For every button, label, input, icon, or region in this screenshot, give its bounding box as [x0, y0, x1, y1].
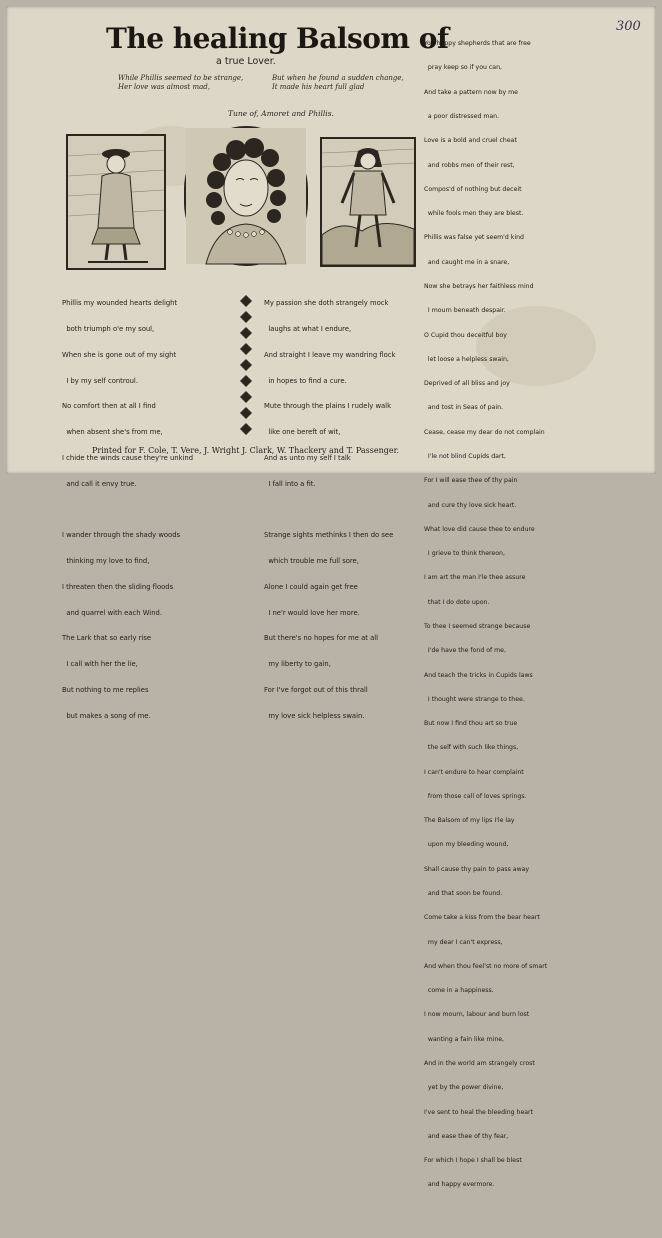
verse-line: You happy shepherds that are free — [424, 40, 531, 48]
verse-line: I call with her the lie, — [62, 660, 138, 669]
verse-line: and happy evermore. — [424, 1181, 495, 1189]
verse-line: my dear I can't express, — [424, 938, 503, 946]
verse-column-right — [424, 24, 547, 1238]
verse-line: Alone I could again get free — [264, 582, 358, 591]
ballad-subtitle: a true Lover. — [216, 56, 276, 67]
verse-line: O Cupid thou deceitful boy — [424, 331, 507, 339]
printer-imprint: Printed for F. Cole, T. Vere, J. Wright J. Clark, W. Thackery and T. Passenger. — [92, 446, 400, 455]
verse-line: And when thou feel'st no more of smart — [424, 962, 548, 970]
verse-line: both triumph o'e my soul, — [62, 324, 155, 333]
folio-number: 300 — [616, 19, 641, 34]
verse-line: And as unto my self I talk — [264, 453, 351, 462]
verse-line: and call it envy true. — [62, 479, 137, 488]
verse-line: But nothing to me replies — [62, 685, 149, 694]
verse-line: For I will ease thee of thy pain — [424, 477, 518, 485]
verse-line: I now mourn, labour and burn lost — [424, 1011, 530, 1019]
verse-line: I wander through the shady woods — [62, 531, 181, 540]
verse-line: And teach the tricks in Cupids laws — [424, 671, 533, 679]
standing-gentleman-woodcut — [66, 134, 166, 270]
verse-line: while fools men they are blest. — [424, 210, 524, 218]
intro-line: While Phillis seemed to be strange, — [118, 74, 244, 82]
broadside-sheet — [6, 6, 656, 1189]
verse-line: My passion she doth strangely mock — [264, 299, 389, 308]
verse-line — [62, 505, 193, 514]
verse-line: No comfort then at all I find — [62, 402, 156, 411]
verse-line: Strange sights methinks I then do see — [264, 531, 394, 540]
verse-line: a poor distressed man. — [424, 113, 500, 121]
verse-line: which trouble me full sore, — [264, 557, 359, 565]
intro-verse-left — [118, 74, 243, 92]
verse-line: like one bereft of wit, — [264, 428, 341, 437]
verse-line: I by my self controul. — [62, 376, 138, 385]
verse-line: and caught me in a snare, — [424, 258, 510, 266]
woodcut-illustration — [186, 128, 306, 264]
verse-line: Shall cause thy pain to pass away — [424, 865, 530, 873]
verse-line: But now I find thou art so true — [424, 720, 518, 728]
verse-line: I ne'r would love her more. — [264, 608, 360, 617]
intro-verse-right — [272, 74, 404, 92]
verse-line: laughs at what I endure, — [264, 324, 352, 333]
gentleman-in-landscape-woodcut — [320, 137, 416, 267]
verse-line: I'de have the fond of me, — [424, 647, 506, 655]
fleuron-ornament — [234, 291, 258, 446]
intro-line: But when he found a sudden change, — [272, 74, 404, 82]
verse-column-left — [62, 282, 193, 737]
verse-line: But there's no hopes for me at all — [264, 634, 379, 643]
verse-line: I am art the man I'le thee assure — [424, 574, 526, 582]
verse-line: The Balsom of my lips I'le lay — [424, 817, 515, 825]
verse-line: upon my bleeding wound, — [424, 841, 509, 849]
verse-line: Love is a bold and cruel cheat — [424, 137, 517, 145]
woodcut-illustration — [68, 136, 164, 268]
verse-line: Come take a kiss from the bear heart — [424, 914, 540, 922]
verse-line: Phillis was false yet seem'd kind — [424, 234, 524, 242]
verse-line: I've sent to heal the bleeding heart — [424, 1108, 534, 1116]
verse-line: in hopes to find a cure. — [264, 376, 347, 385]
verse-line: What love did cause thee to endure — [424, 525, 535, 533]
verse-line: let loose a helpless swain, — [424, 355, 509, 363]
verse-line: I chide the winds cause they're unkind — [62, 453, 194, 462]
verse-line: I'le not blind Cupids dart, — [424, 452, 506, 460]
verse-line: that I do dote upon. — [424, 598, 490, 606]
verse-line: my love sick helpless swain. — [264, 711, 365, 720]
verse-line: Phillis my wounded hearts delight — [62, 299, 178, 308]
verse-line: Mute through the plains I rudely walk — [264, 402, 392, 411]
verse-line: I mourn beneath despair. — [424, 307, 506, 315]
verse-line: thinking my love to find, — [62, 557, 150, 565]
verse-line: and tost in Seas of pain. — [424, 404, 503, 412]
verse-line: pray keep so if you can, — [424, 64, 502, 72]
verse-line: yet by the power divine, — [424, 1084, 504, 1092]
verse-line: and ease thee of thy fear, — [424, 1132, 509, 1140]
verse-line: I threaten then the sliding floods — [62, 582, 174, 591]
verse-line: And straight I leave my wandring flock — [264, 350, 396, 359]
intro-line: Her love was almost mad, — [118, 83, 210, 91]
verse-line: Deprived of all bliss and joy — [424, 380, 510, 388]
woodcut-illustration — [322, 139, 414, 265]
verse-line: and cure thy love sick heart. — [424, 501, 517, 509]
verse-line: when absent she's from me, — [62, 428, 163, 437]
verse-line: and that soon be found. — [424, 890, 503, 898]
verse-line: And take a pattern now by me — [424, 88, 518, 96]
verse-line: Cease, cease my dear do not complain — [424, 428, 545, 436]
verse-line: To thee I seemed strange because — [424, 622, 531, 630]
intro-line: It made his heart full glad — [272, 83, 365, 91]
verse-line: And in the world am strangely crost — [424, 1060, 535, 1067]
verse-line: I fall into a fit. — [264, 479, 316, 488]
verse-line: Now she betrays her faithless mind — [424, 283, 534, 290]
tune-line: Tune of, Amoret and Phillis. — [228, 109, 334, 118]
verse-line: and robbs men of their rest, — [424, 161, 515, 169]
verse-line: Compos'd of nothing but deceit — [424, 185, 522, 193]
verse-line: For I've forgot out of this thrall — [264, 685, 368, 694]
verse-line: from those call of loves springs. — [424, 792, 527, 800]
verse-column-middle — [264, 282, 395, 737]
verse-line: the self with such like things, — [424, 744, 519, 752]
verse-line: come in a happiness. — [424, 987, 494, 995]
ballad-title: The healing Balsom of — [106, 22, 449, 55]
lady-portrait-woodcut — [184, 126, 308, 266]
verse-line: I can't endure to hear complaint — [424, 768, 524, 776]
verse-line: When she is gone out of my sight — [62, 350, 177, 359]
verse-line: but makes a song of me. — [62, 711, 151, 720]
verse-line: The Lark that so early rise — [62, 634, 152, 643]
verse-line: I thought were strange to thee. — [424, 695, 525, 703]
verse-line: wanting a fain like mine, — [424, 1035, 505, 1043]
verse-line: my liberty to gain, — [264, 660, 331, 669]
verse-line: I grieve to think thereon, — [424, 550, 505, 558]
verse-line: For which I hope I shall be blest — [424, 1157, 522, 1165]
verse-line: and quarrel with each Wind. — [62, 608, 162, 617]
verse-line — [264, 505, 395, 514]
ornamental-divider — [234, 291, 258, 446]
